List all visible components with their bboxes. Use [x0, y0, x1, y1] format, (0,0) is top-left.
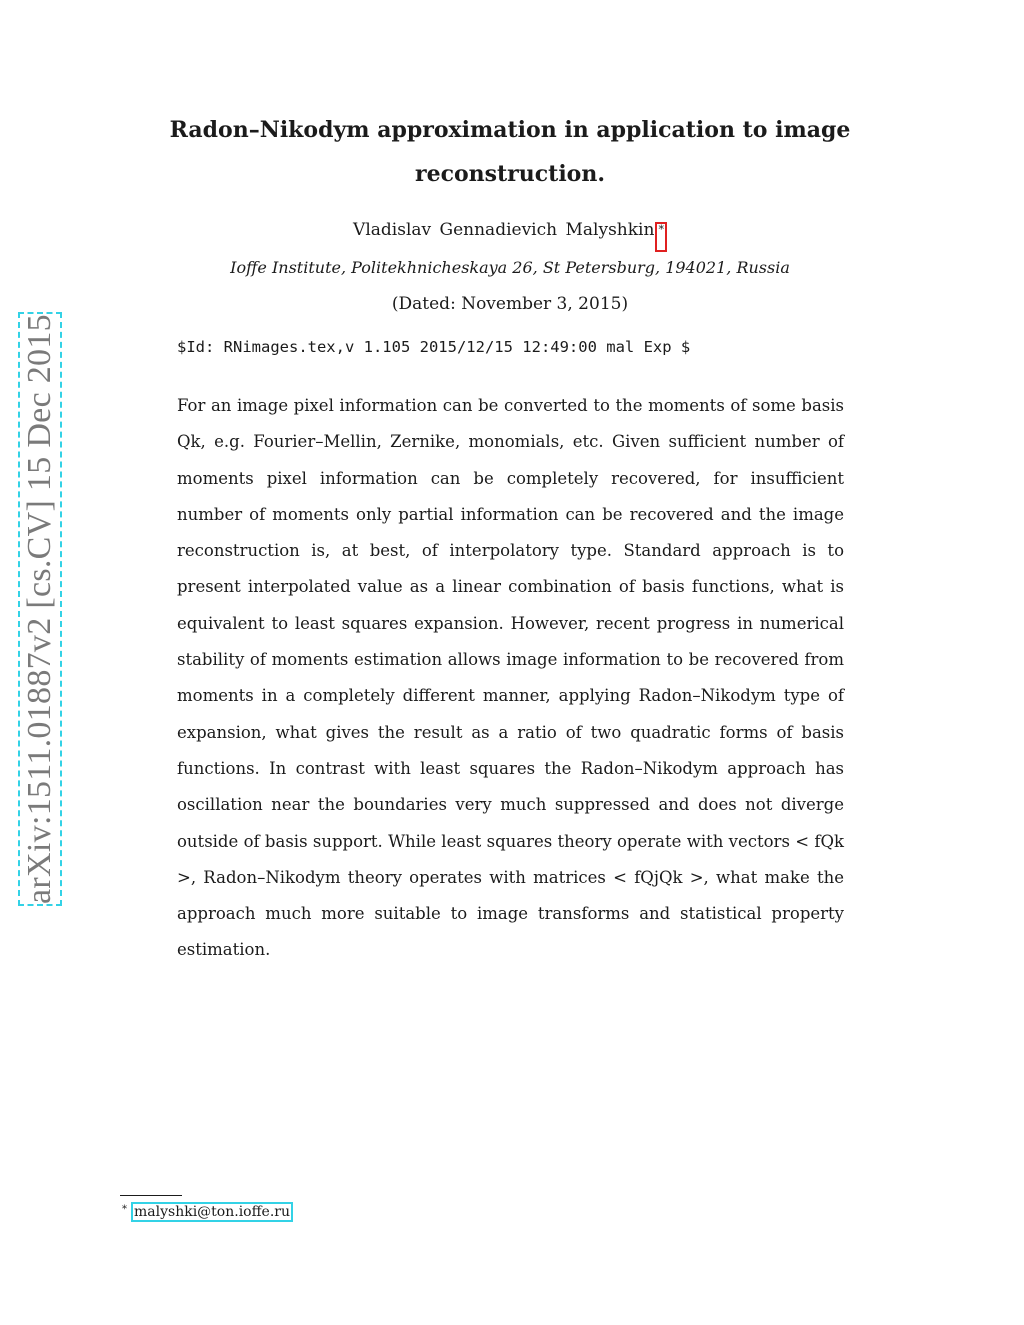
footnote-mark: *	[122, 1204, 127, 1215]
author-name: Vladislav Gennadievich Malyshkin	[353, 220, 655, 240]
abstract-paragraph: For an image pixel information can be converted to the moments of some basis Qk, e.g. Fourier–Mellin, Zernike, monomials, etc. Given sufficient number of moments pixel information can be completely recovered, for insufficient number of moments only partial information can be recovered and the image reconstruction is, at best, of interpolatory type. Standard approach is to present interpolated value as a linear combination of basis functions, what is equivalent to least squares expansion. However, recent progress in numerical stability of moments estimation allows image information to be recovered from moments in a completely different manner, applying Radon–Nikodym type of expansion, what gives the result as a ratio of two quadratic forms of basis functions. In contrast with least squares the Radon–Nikodym approach has oscillation near the boundaries very much suppressed and does not diverge outside of basis support. While least squares theory operate with vectors < fQk >, Radon–Nikodym theory operates with matrices < fQjQk >, what make the approach much more suitable to image transforms and statistical property estimation.	[177, 396, 844, 960]
author-footnote-link[interactable]: *	[655, 222, 667, 252]
author-line	[200, 220, 820, 252]
email-link[interactable]: malyshki@ton.ioffe.ru	[131, 1202, 293, 1222]
rcs-id-line: $Id: RNimages.tex,v 1.105 2015/12/15 12:49:00 mal Exp $	[177, 338, 691, 356]
arxiv-identifier-text: arXiv:1511.01887v2 [cs.CV] 15 Dec 2015	[21, 314, 58, 904]
paper-title: Radon–Nikodym approximation in application to image reconstruction.	[169, 117, 851, 187]
footnote-divider	[120, 1195, 182, 1196]
footnote	[122, 1204, 293, 1220]
dated-line: (Dated: November 3, 2015)	[391, 294, 629, 314]
author-affiliation: Ioffe Institute, Politekhnicheskaya 26, St Petersburg, 194021, Russia	[230, 258, 790, 277]
arxiv-identifier-stamp[interactable]	[18, 312, 62, 906]
